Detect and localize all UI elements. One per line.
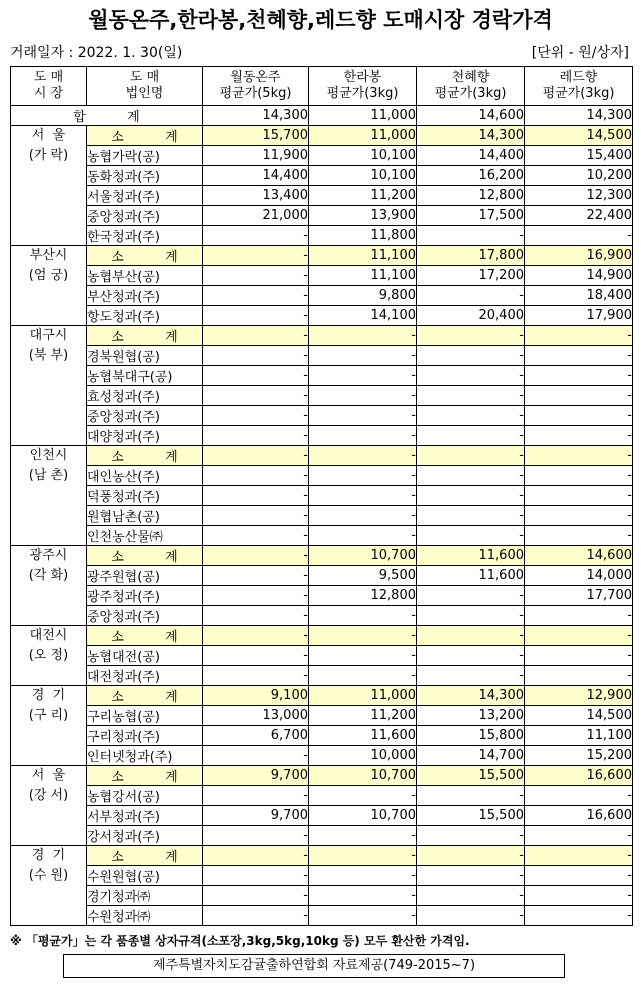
corp-name: 농협강서(공) xyxy=(87,786,203,806)
subtotal-value: - xyxy=(525,846,633,866)
price-value: - xyxy=(309,786,417,806)
price-value: 6,700 xyxy=(203,726,309,746)
table-row xyxy=(11,566,633,586)
price-value: - xyxy=(309,906,417,926)
subtotal-value: 11,600 xyxy=(417,546,525,566)
table-row xyxy=(11,186,633,206)
price-value: 20,400 xyxy=(417,306,525,326)
table-row xyxy=(11,906,633,926)
market-district: (남 촌) xyxy=(28,468,69,483)
corp-name: 동화청과(주) xyxy=(87,166,203,186)
subtotal-value: 11,100 xyxy=(309,246,417,266)
subtotal-label: 소 계 xyxy=(87,446,203,466)
price-value: - xyxy=(309,486,417,506)
subtotal-value: - xyxy=(309,326,417,346)
subtotal-value: - xyxy=(525,626,633,646)
subtotal-value: 10,700 xyxy=(309,766,417,786)
price-value: 13,200 xyxy=(417,706,525,726)
total-label: 합 계 xyxy=(11,106,203,126)
corp-name: 광주청과(주) xyxy=(87,586,203,606)
price-value: - xyxy=(417,886,525,906)
corp-name: 구리농협(공) xyxy=(87,706,203,726)
price-value: 11,800 xyxy=(309,226,417,246)
table-row xyxy=(11,646,633,666)
market-name xyxy=(11,846,87,926)
price-value: - xyxy=(309,666,417,686)
market-city: 부산시 xyxy=(29,248,68,263)
price-value: - xyxy=(203,426,309,446)
price-value: - xyxy=(525,886,633,906)
corp-name: 원협남촌(공) xyxy=(87,506,203,526)
corp-name: 구리청과(주) xyxy=(87,726,203,746)
price-value: - xyxy=(525,506,633,526)
price-value: 21,000 xyxy=(203,206,309,226)
price-value: 17,500 xyxy=(417,206,525,226)
corp-name: 농협가락(공) xyxy=(87,146,203,166)
subtotal-row xyxy=(11,766,633,786)
price-value: 11,600 xyxy=(309,726,417,746)
price-value: - xyxy=(203,346,309,366)
market-district: (강 서) xyxy=(28,788,69,803)
table-row xyxy=(11,786,633,806)
price-value: - xyxy=(525,366,633,386)
table-row xyxy=(11,386,633,406)
price-value: - xyxy=(203,226,309,246)
price-value: - xyxy=(417,786,525,806)
corp-name: 인터넷청과(주) xyxy=(87,746,203,766)
price-value: - xyxy=(203,366,309,386)
price-value: - xyxy=(417,226,525,246)
price-value: - xyxy=(309,426,417,446)
corp-name: 광주원협(공) xyxy=(87,566,203,586)
price-value: 17,700 xyxy=(525,586,633,606)
subtotal-value: 16,600 xyxy=(525,766,633,786)
corp-name: 강서청과(주) xyxy=(87,826,203,846)
price-value: 13,900 xyxy=(309,206,417,226)
price-value: - xyxy=(417,366,525,386)
table-row xyxy=(11,366,633,386)
footnote: ※ 「평균가」는 각 품종별 상자규격(소포장,3kg,5kg,10kg 등) 모두 환산한 가격임. xyxy=(10,934,470,948)
subtotal-value: - xyxy=(417,626,525,646)
price-value: - xyxy=(417,866,525,886)
corp-name: 항도청과(주) xyxy=(87,306,203,326)
price-value: - xyxy=(203,506,309,526)
market-name xyxy=(11,326,87,446)
header-row xyxy=(11,67,633,106)
price-value: - xyxy=(203,306,309,326)
price-value: - xyxy=(203,786,309,806)
price-value: - xyxy=(417,606,525,626)
subtotal-label: 소 계 xyxy=(87,126,203,146)
subtotal-value: - xyxy=(309,846,417,866)
price-value: - xyxy=(203,826,309,846)
subtotal-value: 9,700 xyxy=(203,766,309,786)
corp-name: 서부청과(주) xyxy=(87,806,203,826)
subtotal-value: 14,500 xyxy=(525,126,633,146)
price-value: - xyxy=(203,646,309,666)
price-value: - xyxy=(309,466,417,486)
table-row xyxy=(11,886,633,906)
table-row xyxy=(11,206,633,226)
price-value: - xyxy=(525,386,633,406)
unit-label: [단위 - 원/상자] xyxy=(531,45,629,61)
price-value: - xyxy=(525,906,633,926)
price-value: 9,700 xyxy=(203,806,309,826)
page-title: 월동온주,한라봉,천혜향,레드향 도매시장 경락가격 xyxy=(88,8,553,32)
price-value: 17,200 xyxy=(417,266,525,286)
market-district: (각 화) xyxy=(28,568,69,583)
table-row xyxy=(11,266,633,286)
price-value: 12,800 xyxy=(417,186,525,206)
market-city: 경 기 xyxy=(31,848,66,863)
table-row xyxy=(11,746,633,766)
subtotal-value: - xyxy=(525,446,633,466)
price-value: 11,200 xyxy=(309,706,417,726)
subtotal-value: 17,800 xyxy=(417,246,525,266)
subtotal-value: - xyxy=(203,626,309,646)
market-city: 서 울 xyxy=(31,768,66,783)
price-value: - xyxy=(525,526,633,546)
price-value: - xyxy=(417,486,525,506)
price-value: - xyxy=(417,586,525,606)
market-city: 광주시 xyxy=(29,548,68,563)
header-col-1: 월동온주 평균가(5kg) xyxy=(203,67,309,106)
subtotal-value: 9,100 xyxy=(203,686,309,706)
market-district: (수 원) xyxy=(28,868,69,883)
price-value: 16,200 xyxy=(417,166,525,186)
price-value: - xyxy=(525,346,633,366)
table-row xyxy=(11,286,633,306)
price-value: - xyxy=(309,386,417,406)
table-row xyxy=(11,866,633,886)
total-row xyxy=(11,106,633,126)
corp-name: 대양청과(주) xyxy=(87,426,203,446)
price-value: - xyxy=(309,886,417,906)
subtotal-value: 11,000 xyxy=(309,126,417,146)
price-value: - xyxy=(525,866,633,886)
price-value: - xyxy=(203,486,309,506)
subtotal-row xyxy=(11,846,633,866)
price-value: - xyxy=(309,406,417,426)
corp-name: 경기청과㈜ xyxy=(87,886,203,906)
subtotal-label: 소 계 xyxy=(87,686,203,706)
corp-name: 부산청과(주) xyxy=(87,286,203,306)
price-value: - xyxy=(417,466,525,486)
table-row xyxy=(11,706,633,726)
price-value: - xyxy=(417,506,525,526)
price-value: 16,600 xyxy=(525,806,633,826)
price-value: - xyxy=(203,406,309,426)
source-box: 제주특별자치도감귤출하연합회 자료제공(749-2015~7) xyxy=(63,954,565,978)
price-value: - xyxy=(203,886,309,906)
header-col-2: 한라봉 평균가(3kg) xyxy=(309,67,417,106)
price-value: - xyxy=(309,606,417,626)
price-value: 18,400 xyxy=(525,286,633,306)
subtotal-value: - xyxy=(417,446,525,466)
price-value: - xyxy=(417,906,525,926)
price-value: 11,100 xyxy=(525,726,633,746)
price-value: - xyxy=(417,286,525,306)
table-row xyxy=(11,826,633,846)
price-value: - xyxy=(203,286,309,306)
subtotal-value: - xyxy=(417,846,525,866)
subtotal-value: 15,700 xyxy=(203,126,309,146)
price-value: 17,900 xyxy=(525,306,633,326)
corp-name: 덕풍청과(주) xyxy=(87,486,203,506)
subtotal-label: 소 계 xyxy=(87,846,203,866)
price-value: - xyxy=(525,226,633,246)
market-city: 대구시 xyxy=(29,328,68,343)
price-value: - xyxy=(203,526,309,546)
price-value: 10,000 xyxy=(309,746,417,766)
price-value: - xyxy=(417,426,525,446)
market-district: (북 부) xyxy=(28,348,69,363)
price-value: 9,500 xyxy=(309,566,417,586)
price-value: - xyxy=(417,406,525,426)
price-value: 14,400 xyxy=(203,166,309,186)
subtotal-value: 14,300 xyxy=(417,126,525,146)
price-value: - xyxy=(417,646,525,666)
table-row xyxy=(11,426,633,446)
table-row xyxy=(11,406,633,426)
corp-name: 농협부산(공) xyxy=(87,266,203,286)
price-table xyxy=(10,66,633,926)
market-name xyxy=(11,626,87,686)
subtotal-row xyxy=(11,246,633,266)
price-value: - xyxy=(525,466,633,486)
price-value: - xyxy=(309,646,417,666)
total-value: 14,600 xyxy=(417,106,525,126)
price-value: - xyxy=(525,426,633,446)
market-city: 경 기 xyxy=(31,688,66,703)
header-market: 도 매 시 장 xyxy=(11,67,87,106)
price-value: 11,200 xyxy=(309,186,417,206)
price-value: 10,100 xyxy=(309,166,417,186)
subtotal-row xyxy=(11,686,633,706)
price-value: 10,100 xyxy=(309,146,417,166)
subtotal-row xyxy=(11,546,633,566)
price-value: 13,000 xyxy=(203,706,309,726)
price-value: - xyxy=(309,346,417,366)
price-value: - xyxy=(203,746,309,766)
price-value: - xyxy=(525,646,633,666)
total-value: 14,300 xyxy=(203,106,309,126)
price-value: - xyxy=(417,386,525,406)
price-value: - xyxy=(417,666,525,686)
subtotal-value: 10,700 xyxy=(309,546,417,566)
subtotal-row xyxy=(11,626,633,646)
table-row xyxy=(11,306,633,326)
subtotal-value: 12,900 xyxy=(525,686,633,706)
price-value: - xyxy=(203,586,309,606)
price-value: 15,500 xyxy=(417,806,525,826)
market-district: (가 락) xyxy=(28,148,69,163)
market-name xyxy=(11,446,87,546)
corp-name: 경북원협(공) xyxy=(87,346,203,366)
market-district: (구 리) xyxy=(28,708,69,723)
header-corp: 도 매 법인명 xyxy=(87,67,203,106)
price-value: 14,100 xyxy=(309,306,417,326)
table-row xyxy=(11,346,633,366)
corp-name: 중앙청과(주) xyxy=(87,406,203,426)
price-value: 12,300 xyxy=(525,186,633,206)
price-value: - xyxy=(203,666,309,686)
price-value: 13,400 xyxy=(203,186,309,206)
corp-name: 중앙청과(주) xyxy=(87,206,203,226)
total-value: 14,300 xyxy=(525,106,633,126)
subtotal-value: - xyxy=(203,546,309,566)
header-col-3: 천혜향 평균가(3kg) xyxy=(417,67,525,106)
price-value: - xyxy=(525,406,633,426)
price-value: - xyxy=(203,606,309,626)
market-city: 대전시 xyxy=(29,628,68,643)
price-value: - xyxy=(525,826,633,846)
price-value: 15,800 xyxy=(417,726,525,746)
header-col-4: 레드향 평균가(3kg) xyxy=(525,67,633,106)
corp-name: 효성청과(주) xyxy=(87,386,203,406)
subtotal-value: - xyxy=(203,326,309,346)
price-value: - xyxy=(525,666,633,686)
price-value: - xyxy=(309,866,417,886)
subtotal-value: 15,500 xyxy=(417,766,525,786)
price-value: 11,900 xyxy=(203,146,309,166)
price-value: - xyxy=(525,606,633,626)
price-value: 14,900 xyxy=(525,266,633,286)
subtotal-label: 소 계 xyxy=(87,546,203,566)
price-value: - xyxy=(417,826,525,846)
price-value: - xyxy=(525,786,633,806)
price-value: 12,800 xyxy=(309,586,417,606)
subtotal-value: - xyxy=(309,446,417,466)
subtotal-label: 소 계 xyxy=(87,326,203,346)
market-name xyxy=(11,246,87,326)
price-value: - xyxy=(525,486,633,506)
table-row xyxy=(11,726,633,746)
trade-date: 거래일자 : 2022. 1. 30(일) xyxy=(10,45,183,61)
table-row xyxy=(11,606,633,626)
subtotal-row xyxy=(11,326,633,346)
subtotal-value: - xyxy=(203,246,309,266)
price-value: - xyxy=(203,566,309,586)
subtotal-value: - xyxy=(203,846,309,866)
table-row xyxy=(11,806,633,826)
price-value: 9,800 xyxy=(309,286,417,306)
corp-name: 수원청과㈜ xyxy=(87,906,203,926)
table-row xyxy=(11,586,633,606)
price-value: - xyxy=(203,466,309,486)
price-value: 22,400 xyxy=(525,206,633,226)
table-row xyxy=(11,466,633,486)
corp-name: 대전청과(주) xyxy=(87,666,203,686)
price-value: - xyxy=(417,526,525,546)
price-value: - xyxy=(309,506,417,526)
subtotal-row xyxy=(11,446,633,466)
price-value: 10,200 xyxy=(525,166,633,186)
corp-name: 수원원협(공) xyxy=(87,866,203,886)
subtotal-value: - xyxy=(417,326,525,346)
price-value: 14,700 xyxy=(417,746,525,766)
subtotal-value: - xyxy=(203,446,309,466)
subtotal-value: 16,900 xyxy=(525,246,633,266)
market-name xyxy=(11,546,87,626)
corp-name: 농협북대구(공) xyxy=(87,366,203,386)
price-value: - xyxy=(203,906,309,926)
price-value: 11,600 xyxy=(417,566,525,586)
market-district: (엄 궁) xyxy=(28,268,69,283)
price-value: 15,200 xyxy=(525,746,633,766)
subtotal-value: 14,600 xyxy=(525,546,633,566)
corp-name: 서울청과(주) xyxy=(87,186,203,206)
price-value: - xyxy=(203,386,309,406)
subtotal-value: 14,300 xyxy=(417,686,525,706)
price-value: - xyxy=(417,346,525,366)
market-name xyxy=(11,686,87,766)
table-row xyxy=(11,166,633,186)
table-row xyxy=(11,226,633,246)
subtotal-value: - xyxy=(525,326,633,346)
market-name xyxy=(11,126,87,246)
price-value: - xyxy=(309,366,417,386)
table-row xyxy=(11,146,633,166)
market-city: 인천시 xyxy=(29,448,68,463)
price-value: 15,400 xyxy=(525,146,633,166)
price-value: 14,000 xyxy=(525,566,633,586)
market-city: 서 울 xyxy=(31,128,66,143)
table-row xyxy=(11,506,633,526)
price-value: 14,500 xyxy=(525,706,633,726)
table-row xyxy=(11,666,633,686)
corp-name: 대인농산(주) xyxy=(87,466,203,486)
corp-name: 인천농산물㈜ xyxy=(87,526,203,546)
subtotal-label: 소 계 xyxy=(87,766,203,786)
price-value: - xyxy=(309,526,417,546)
corp-name: 중앙청과(주) xyxy=(87,606,203,626)
subtotal-value: 11,000 xyxy=(309,686,417,706)
corp-name: 농협대전(공) xyxy=(87,646,203,666)
market-name xyxy=(11,766,87,846)
subtotal-label: 소 계 xyxy=(87,246,203,266)
subtotal-label: 소 계 xyxy=(87,626,203,646)
price-value: 11,100 xyxy=(309,266,417,286)
table-row xyxy=(11,486,633,506)
table-row xyxy=(11,526,633,546)
price-value: - xyxy=(309,826,417,846)
price-value: - xyxy=(203,866,309,886)
price-value: 10,700 xyxy=(309,806,417,826)
subtotal-row xyxy=(11,126,633,146)
price-value: 14,400 xyxy=(417,146,525,166)
price-value: - xyxy=(203,266,309,286)
market-district: (오 정) xyxy=(28,648,69,663)
total-value: 11,000 xyxy=(309,106,417,126)
subtotal-value: - xyxy=(309,626,417,646)
corp-name: 한국청과(주) xyxy=(87,226,203,246)
